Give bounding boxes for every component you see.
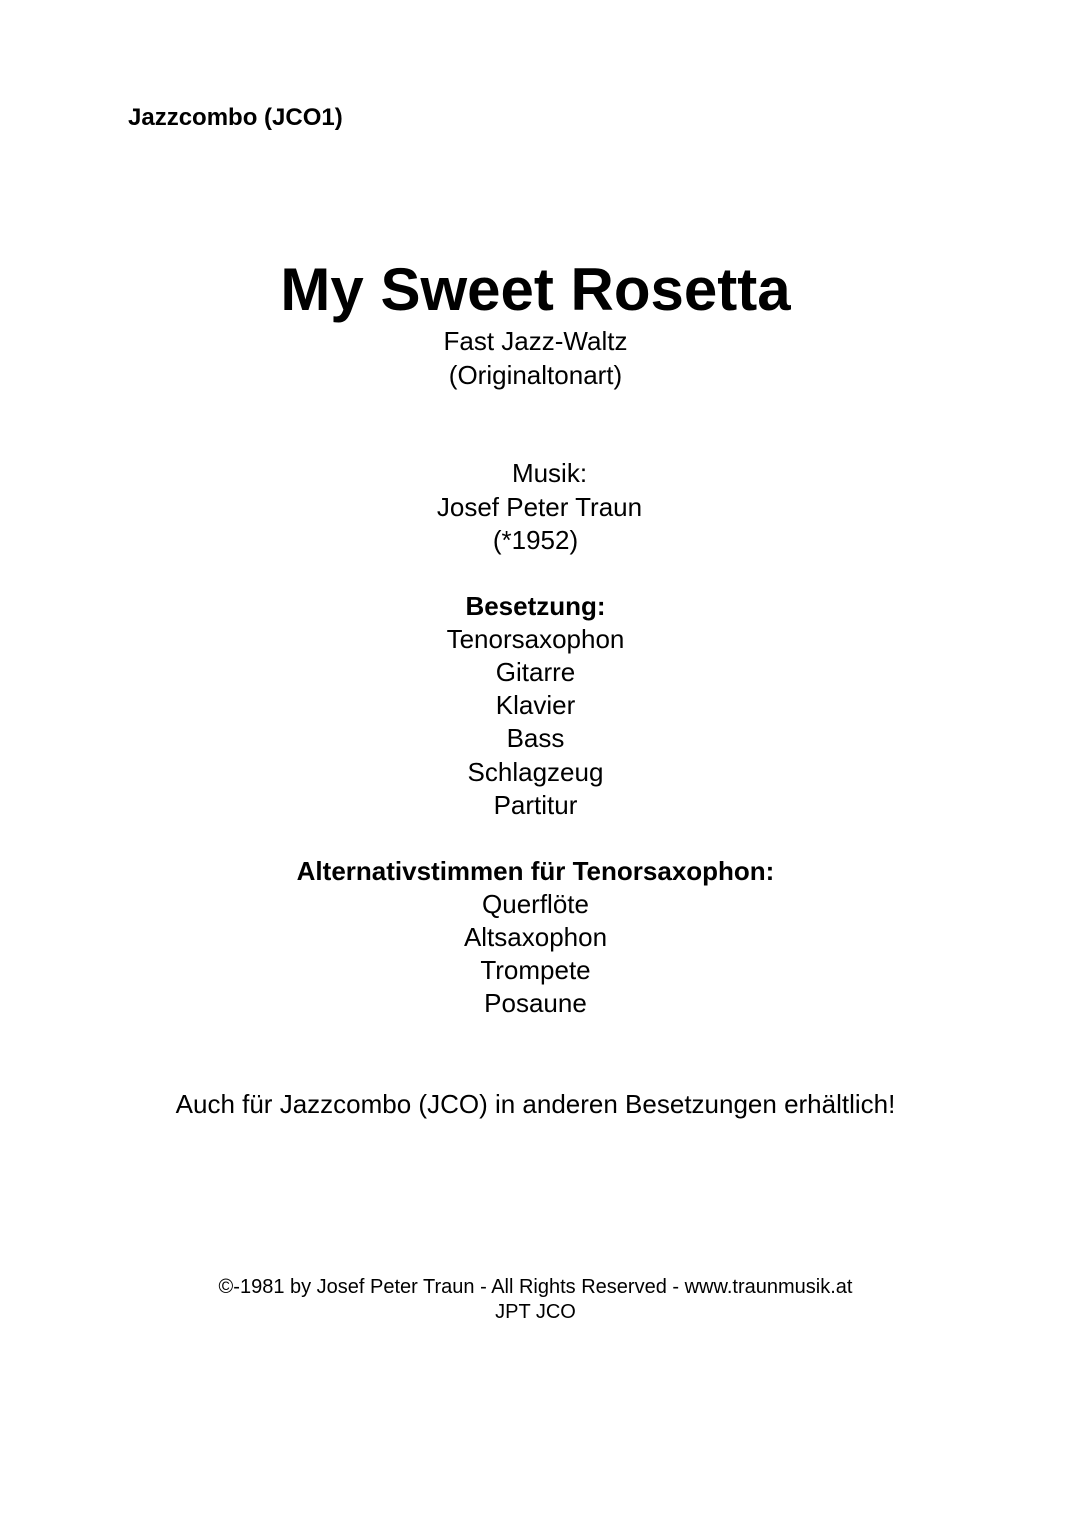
instrument-item: Schlagzeug [467, 757, 604, 787]
instrument-item: Tenorsaxophon [446, 624, 625, 654]
alternative-item: Altsaxophon [463, 922, 608, 952]
composer-birth-year: (*1952) [492, 525, 579, 555]
composer-name: Josef Peter Traun [436, 492, 643, 522]
instrument-item: Bass [506, 723, 565, 753]
catalog-code: JPT JCO [495, 1301, 576, 1323]
composer-label: Musik: [511, 458, 588, 488]
instrument-item: Klavier [495, 690, 576, 720]
key-note: (Originaltonart) [448, 360, 623, 390]
alternative-item: Posaune [484, 988, 587, 1018]
alternative-item: Querflöte [482, 889, 589, 919]
series-label: Jazzcombo (JCO1) [128, 104, 343, 131]
page-title: My Sweet Rosetta [280, 256, 791, 323]
instrumentation-heading: Besetzung: [465, 591, 606, 621]
alternative-item: Trompete [480, 955, 591, 985]
style-subtitle: Fast Jazz-Waltz [443, 326, 628, 356]
instrument-item: Gitarre [495, 657, 576, 687]
instrument-item: Partitur [493, 790, 578, 820]
availability-note: Auch für Jazzcombo (JCO) in anderen Besetzungen erhältlich! [175, 1089, 896, 1119]
alternatives-heading: Alternativstimmen für Tenorsaxophon: [296, 856, 775, 886]
copyright-line: ©-1981 by Josef Peter Traun - All Rights Reserved - www.traunmusik.at [218, 1276, 853, 1298]
